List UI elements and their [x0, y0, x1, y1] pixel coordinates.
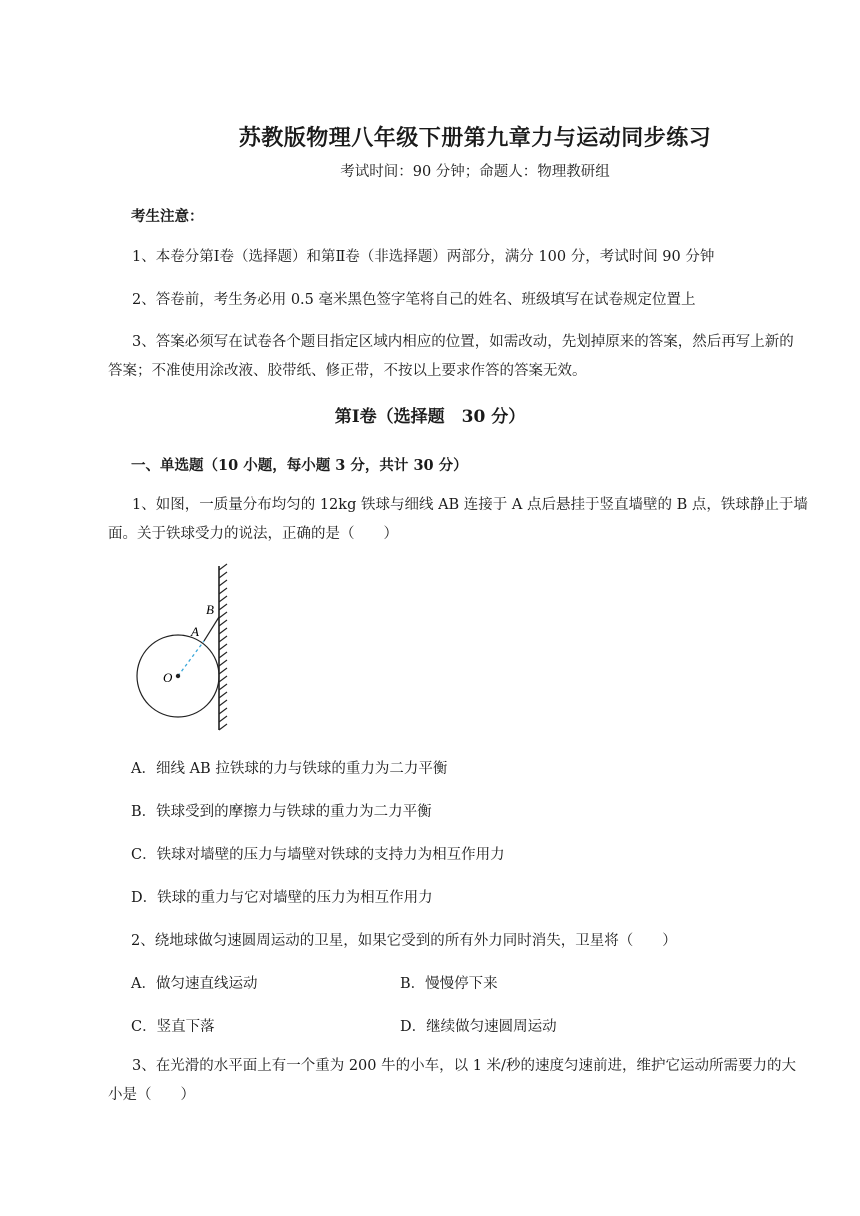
label-a: A	[191, 624, 199, 639]
q2-option-b: B．慢慢停下来	[400, 976, 498, 992]
notice-item-1: 1、本卷分第Ⅰ卷（选择题）和第Ⅱ卷（非选择题）两部分，满分 100 分，考试时间 90 分钟	[132, 249, 715, 265]
question-2-stem: 2、绕地球做匀速圆周运动的卫星，如果它受到的所有外力同时消失，卫星将（ ）	[131, 933, 677, 949]
section-title: 一、单选题（10 小题，每小题 3 分，共计 30 分）	[131, 457, 468, 474]
q2-option-c: C．竖直下落	[131, 1019, 215, 1035]
wall-hatching	[219, 564, 227, 730]
q1-option-b: B．铁球受到的摩擦力与铁球的重力为二力平衡	[131, 804, 432, 820]
q1-option-d: D．铁球的重力与它对墙壁的压力为相互作用力	[131, 890, 433, 906]
q2-option-d: D．继续做匀速圆周运动	[400, 1019, 557, 1035]
q1-option-a: A．细线 AB 拉铁球的力与铁球的重力为二力平衡	[131, 761, 448, 777]
radius-dashed-line	[178, 641, 204, 676]
page-title: 苏教版物理八年级下册第九章力与运动同步练习	[238, 125, 712, 151]
label-o: O	[163, 670, 173, 685]
string-ab	[204, 617, 219, 641]
part-title: 第Ⅰ卷（选择题 30 分）	[334, 407, 526, 427]
q1-option-c: C．铁球对墙壁的压力与墙壁对铁球的支持力为相互作用力	[131, 847, 505, 863]
question-1-stem: 1、如图，一质量分布均匀的 12kg 铁球与细线 AB 连接于 A 点后悬挂于竖直墙壁的 B 点，铁球静止于墙面。关于铁球受力的说法，正确的是（ ）	[108, 497, 808, 542]
iron-ball-diagram	[126, 562, 246, 734]
exam-info: 考试时间：90 分钟；命题人：物理教研组	[340, 164, 610, 180]
label-b: B	[206, 602, 214, 617]
wall-ball-figure	[126, 562, 246, 734]
notice-heading: 考生注意：	[131, 208, 204, 225]
center-point	[176, 674, 180, 678]
q2-option-a: A．做匀速直线运动	[131, 976, 258, 992]
notice-item-3: 3、答案必须写在试卷各个题目指定区域内相应的位置，如需改动，先划掉原来的答案，然后再写上新的答案；不准使用涂改液、胶带纸、修正带，不按以上要求作答的答案无效。	[108, 334, 794, 379]
notice-item-2: 2、答卷前，考生务必用 0.5 毫米黑色签字笔将自己的姓名、班级填写在试卷规定位置上	[132, 292, 696, 308]
question-3-stem: 3、在光滑的水平面上有一个重为 200 牛的小车，以 1 米/秒的速度匀速前进，维护它运动所需要力的大小是（ ）	[108, 1058, 796, 1103]
